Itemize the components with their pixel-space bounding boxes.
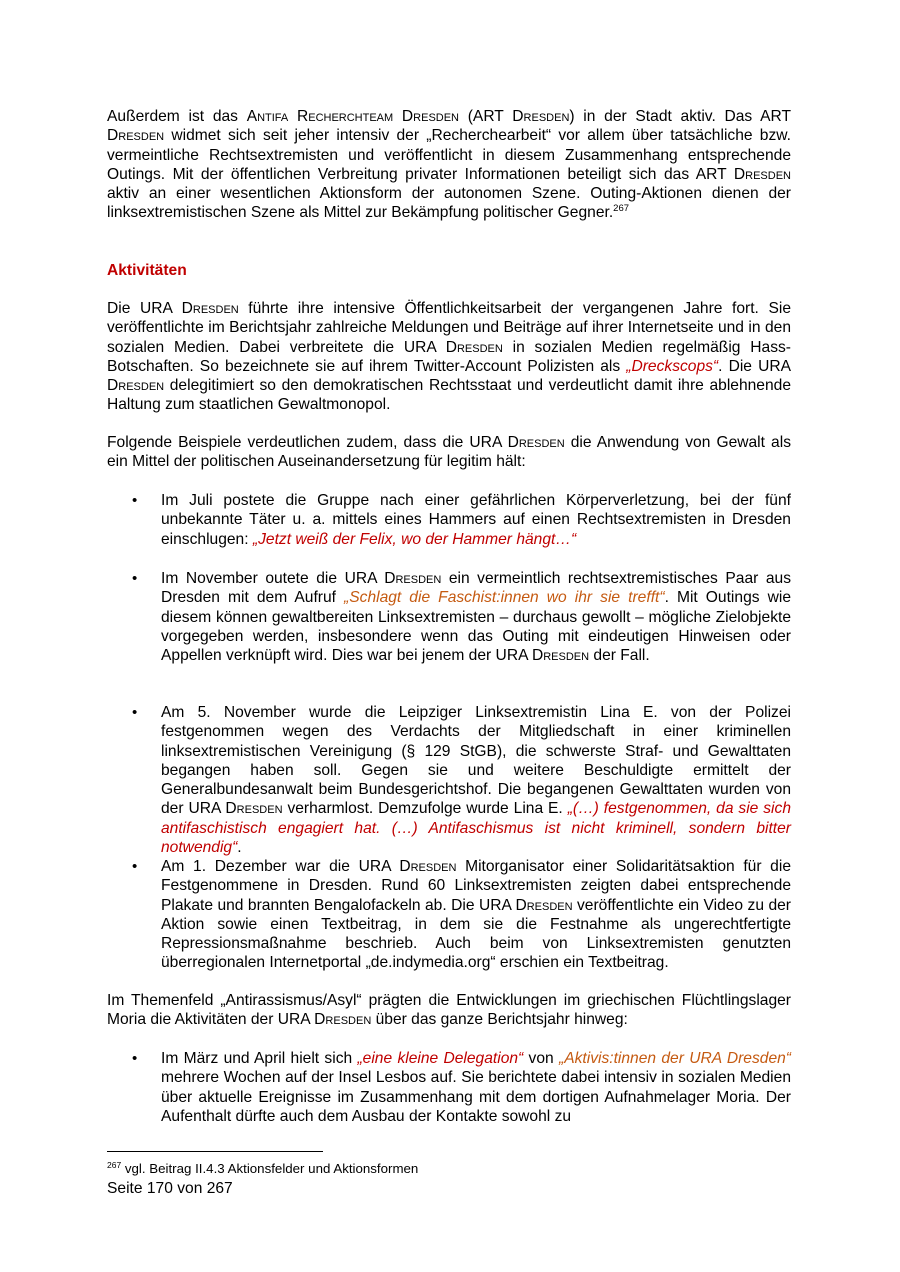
org-name: Dresden <box>507 434 565 451</box>
quote: „Aktivis:tinnen der URA Dresden“ <box>559 1050 791 1067</box>
org-name: Dresden <box>181 300 239 317</box>
text-run: der Fall. <box>589 647 650 665</box>
org-name: Dresden <box>531 647 590 665</box>
text-run: Die URA <box>107 300 182 317</box>
quote: „Schlagt die Faschist:innen wo ihr sie trefft“ <box>344 589 665 607</box>
text-run: Im Juli postete die Gruppe nach einer gefährlichen Körperverletzung, bei der fünf unbekannte Täter u. a. mittels eines Hammers auf einen Rechtsextremisten in Dresden einschlugen: <box>161 492 791 548</box>
paragraph-art-dresden <box>107 107 791 223</box>
text-run: Folgende Beispiele verdeutlichen zudem, dass die URA <box>107 434 508 451</box>
text-run: verharmlost. Demzufolge wurde Lina E. <box>282 800 568 818</box>
text-run: in sozialen Medien regelmäßig Hass-Botschaften. So bezeichnete sie auf ihrem Twitter-Account Polizisten als <box>107 338 791 375</box>
org-name: Dresden <box>225 800 283 818</box>
org-name: Dresden <box>107 127 165 145</box>
list-item <box>161 857 791 973</box>
text-run: . Mit Outings wie diesem können gewaltbereiten Linksextremisten – durchaus gewollt – mögliche Zielobjekte vorgegeben werden, insbesondere wenn das Outing mit eindeutigen Hinweisen oder Appellen verknüpft wird. Dies war bei jenem der URA <box>161 589 791 665</box>
bullet-icon: • <box>132 492 138 509</box>
text-run: veröffentlichte ein Video zu der Aktion sowie einen Textbeitrag, in dem sie die Festnahme als ungerechtfertigte Repressionsmaßnahme beschrieb. Auch beim von Linksextremisten genutzten überregionalen Internetportal „de.indymedia.org“ erschien ein Textbeitrag. <box>161 896 791 972</box>
text-run: führte ihre intensive Öffentlichkeitsarbeit der vergangenen Jahre fort. Sie veröffentlichte im Berichtsjahr zahlreiche Meldungen und Beiträge auf ihrer Internetseite und in den sozialen Medien. Dabei verbreitete die URA <box>107 300 791 356</box>
text-run: Im November outete die URA <box>161 570 385 587</box>
list-item <box>161 1049 791 1126</box>
text-run: Am 1. Dezember war die URA <box>161 858 400 875</box>
org-name: Dresden <box>107 377 165 395</box>
footnote-reference: 267 <box>613 203 630 215</box>
text-run: von <box>523 1050 559 1067</box>
section-heading: Aktivitäten <box>107 262 187 279</box>
text-run: die Anwendung von Gewalt als ein Mittel der politischen Auseinandersetzung für legitim hält: <box>107 434 791 471</box>
list-item <box>161 569 791 665</box>
text-run: ) in der Stadt aktiv. Das ART <box>569 108 791 125</box>
bullet-icon: • <box>132 858 138 875</box>
text-run: über das ganze Berichtsjahr hinweg: <box>371 1011 628 1029</box>
org-name: Dresden <box>445 338 503 356</box>
text-run: mehrere Wochen auf der Insel Lesbos auf. Sie berichtete dabei intensiv in sozialen Medien über aktuelle Ereignisse im Zusammenhang mit dem dortigen Aufnahmelager Moria. Der Aufenthalt dürfte auch dem Ausbau der Kontakte sowohl zu <box>161 1069 791 1125</box>
text-run: Außerdem ist das <box>107 108 247 125</box>
text-run: . Die URA <box>718 357 791 375</box>
org-name: Dresden <box>399 858 457 875</box>
bullet-icon: • <box>132 570 138 587</box>
list-item <box>161 491 791 549</box>
org-name: Dresden <box>314 1011 372 1029</box>
bullet-icon: • <box>132 1050 138 1067</box>
text-run: . <box>237 839 242 857</box>
org-name: Dresden <box>384 570 442 587</box>
org-name: Dresden <box>515 896 573 914</box>
text-run: delegitimiert so den demokratischen Rechtsstaat und verdeutlicht damit ihre ablehnende Haltung zum staatlichen Gewaltmonopol. <box>107 377 791 414</box>
paragraph-activities <box>107 299 791 415</box>
footnote-number: 267 <box>107 1160 122 1170</box>
quote: „Jetzt weiß der Felix, wo der Hammer hängt…“ <box>252 530 577 548</box>
quote: „eine kleine Delegation“ <box>357 1050 524 1067</box>
list-item <box>161 703 791 857</box>
org-name: Antifa Recherchteam Dresden <box>246 108 460 125</box>
footnote-text: vgl. Beitrag II.4.3 Aktionsfelder und Aktionsformen <box>121 1161 419 1176</box>
bullet-icon: • <box>132 704 138 721</box>
org-name: Dresden <box>733 165 791 183</box>
text-run: widmet sich seit jeher intensiv der „Recherchearbeit“ vor allem über tatsächliche bzw. vermeintliche Rechtsextremisten und veröffentlicht in diesem Zusammenhang entsprechende Outings. Mit der öffentlichen Verbreitung privater Informationen beteiligt sich das ART <box>107 127 791 183</box>
footnote-divider <box>107 1151 323 1152</box>
quote: „(…) festgenommen, da sie sich antifaschistisch engagiert hat. (…) Antifaschismus ist nicht kriminell, sondern bitter notwendig“ <box>161 800 791 857</box>
footnote <box>107 1161 418 1177</box>
paragraph-examples-intro <box>107 433 791 472</box>
quote: „Dreckscops“ <box>626 357 719 375</box>
text-run: Im März und April hielt sich <box>161 1050 358 1067</box>
text-run: Im Themenfeld „Antirassismus/Asyl“ prägten die Entwicklungen im griechischen Flüchtlingslager Moria die Aktivitäten der URA <box>107 992 791 1029</box>
paragraph-antiracism <box>107 991 791 1030</box>
text-run: Mitorganisator einer Solidaritätsaktion für die Festgenommene in Dresden. Rund 60 Linksextremisten zeigten dabei entsprechende Plakate und brannten Bengalofackeln ab. Die URA <box>161 858 791 914</box>
text-run: Am 5. November wurde die Leipziger Linksextremistin Lina E. von der Polizei festgenommen wegen des Verdachts der Mitgliedschaft in einer kriminellen linksextremistischen Vereinigung (§ 129 StGB), die schwerste Straf- und Gewalttaten begangen haben soll. Gegen sie und weitere Beschuldigte ermittelt der Generalbundesanwalt beim Bundesgerichtshof. Die begangenen Gewalttaten wurden von der URA <box>161 704 791 818</box>
text-run: (ART <box>459 108 513 125</box>
page-number: Seite 170 von 267 <box>107 1180 233 1197</box>
org-name: Dresden <box>512 108 570 125</box>
text-run: ein vermeintlich rechtsextremistisches Paar aus Dresden mit dem Aufruf <box>161 570 791 607</box>
text-run: aktiv an einer wesentlichen Aktionsform der autonomen Szene. Outing-Aktionen dienen der linksextremistischen Szene als Mittel zur Bekämpfung politischer Gegner. <box>107 185 791 222</box>
